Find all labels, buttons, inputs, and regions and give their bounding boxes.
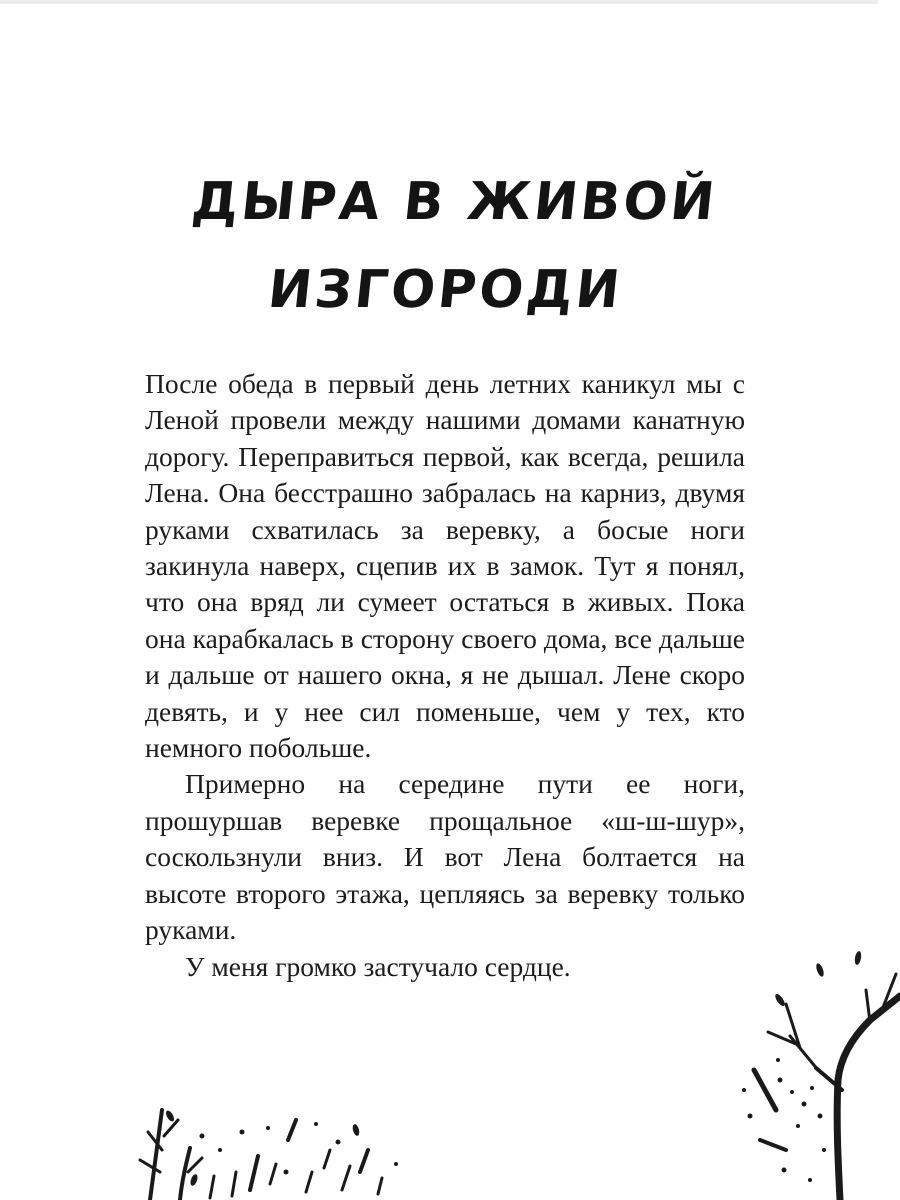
chapter-title-line-2: ИЗГОРОДИ [265, 260, 626, 320]
paragraph-1: После обеда в первый день летних каникул мы с Леной провели между нашими домами канатную дорогу. Переправиться первой, как всегда, решила Лена. Она бесстрашно забралась на карниз, двумя руками схватилась за веревку, а босые ноги закинула наверх, сцепив их в замок. Тут я понял, что она вряд ли сумеет остаться в живых. Пока она карабкалась в сторону своего дома, все дальше и дальше от нашего окна, я не дышал. Лене скоро девять, и у нее сил поменьше, чем у тех, кто немного побольше. [145, 368, 745, 764]
bush-sketch-icon [110, 1080, 430, 1200]
chapter-body [145, 366, 745, 985]
tree-sketch-icon [720, 940, 900, 1200]
chapter-title-line-1: ДЫРА В ЖИВОЙ [189, 172, 721, 232]
chapter-title [0, 158, 900, 334]
paragraph-2: Примерно на середине пути ее ноги, прошуршав веревке прощальное «ш-ш-шур», соскользнули вниз. И вот Лена болтается на высоте второго этажа, цепляясь за веревку только руками. [145, 768, 745, 946]
paragraph-3: У меня громко застучало сердце. [185, 950, 571, 982]
top-divider [0, 0, 878, 4]
